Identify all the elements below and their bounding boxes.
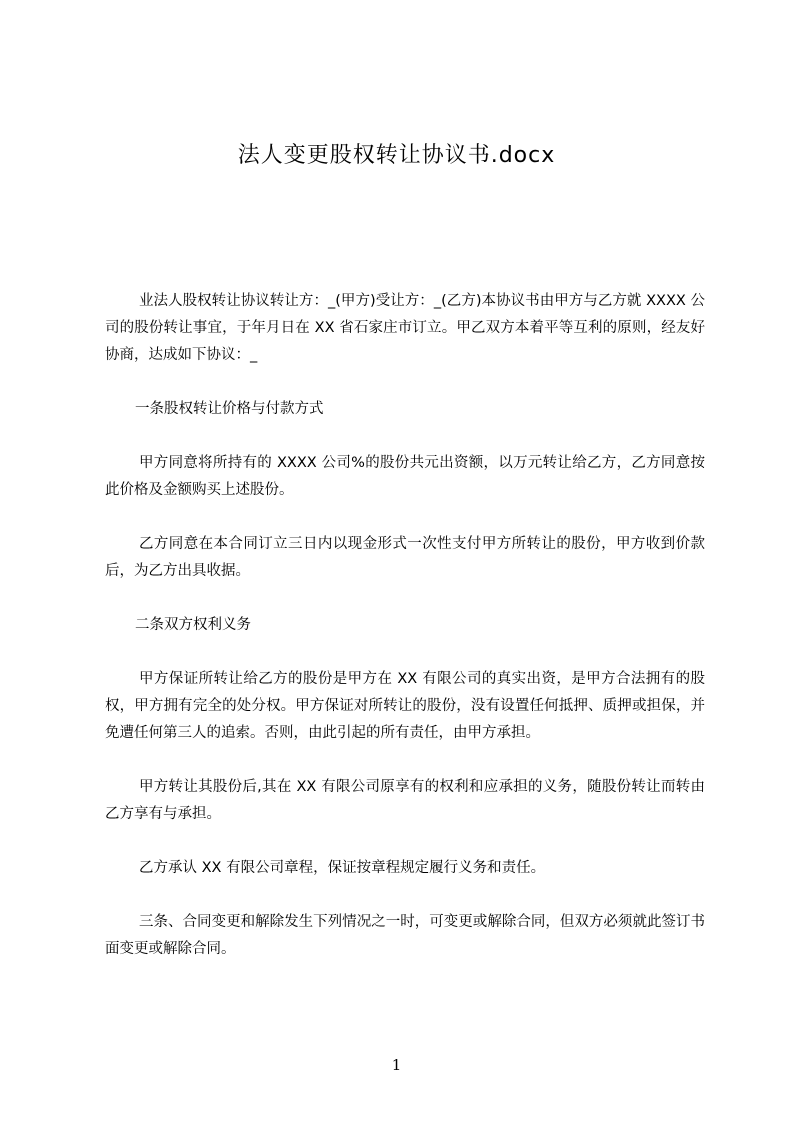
paragraph-charter: 乙方承认 XX 有限公司章程，保证按章程规定履行义务和责任。 — [139, 860, 546, 876]
section-heading-2: 二条双方权利义务 — [135, 617, 251, 633]
document-title: 法人变更股权转让协议书.docx — [237, 143, 556, 168]
paragraph-price: 甲方同意将所持有的 XXXX 公司%的股份共元出资额，以万元转让给乙方，乙方同意按此价格及金额购买上述股份。 — [105, 455, 705, 498]
paragraph-payment: 乙方同意在本合同订立三日内以现金形式一次性支付甲方所转让的股份，甲方收到价款后，为乙方出具收据。 — [105, 536, 705, 579]
section-heading-1: 一条股权转让价格与付款方式 — [135, 401, 324, 417]
document-body — [105, 288, 705, 990]
page-number: 1 — [391, 1056, 402, 1074]
paragraph-guarantee: 甲方保证所转让给乙方的股份是甲方在 XX 有限公司的真实出资，是甲方合法拥有的股权，甲方拥有完全的处分权。甲方保证对所转让的股份，没有设置任何抵押、质押或担保，并免遭任何第三人的追索。否则，由此引起的所有责任，由甲方承担。 — [105, 671, 705, 741]
paragraph-amendment: 三条、合同变更和解除发生下列情况之一时，可变更或解除合同，但双方必须就此签订书面变更或解除合同。 — [105, 914, 705, 957]
intro-paragraph: 业法人股权转让协议转让方：_(甲方)受让方：_(乙方)本协议书由甲方与乙方就 XXXX 公司的股份转让事宜，于年月日在 XX 省石家庄市订立。甲乙双方本着平等互利的原则，经友好协商，达成如下协议：_ — [105, 293, 705, 363]
paragraph-rights-transfer: 甲方转让其股份后,其在 XX 有限公司原享有的权利和应承担的义务，随股份转让而转由乙方享有与承担。 — [105, 779, 705, 822]
